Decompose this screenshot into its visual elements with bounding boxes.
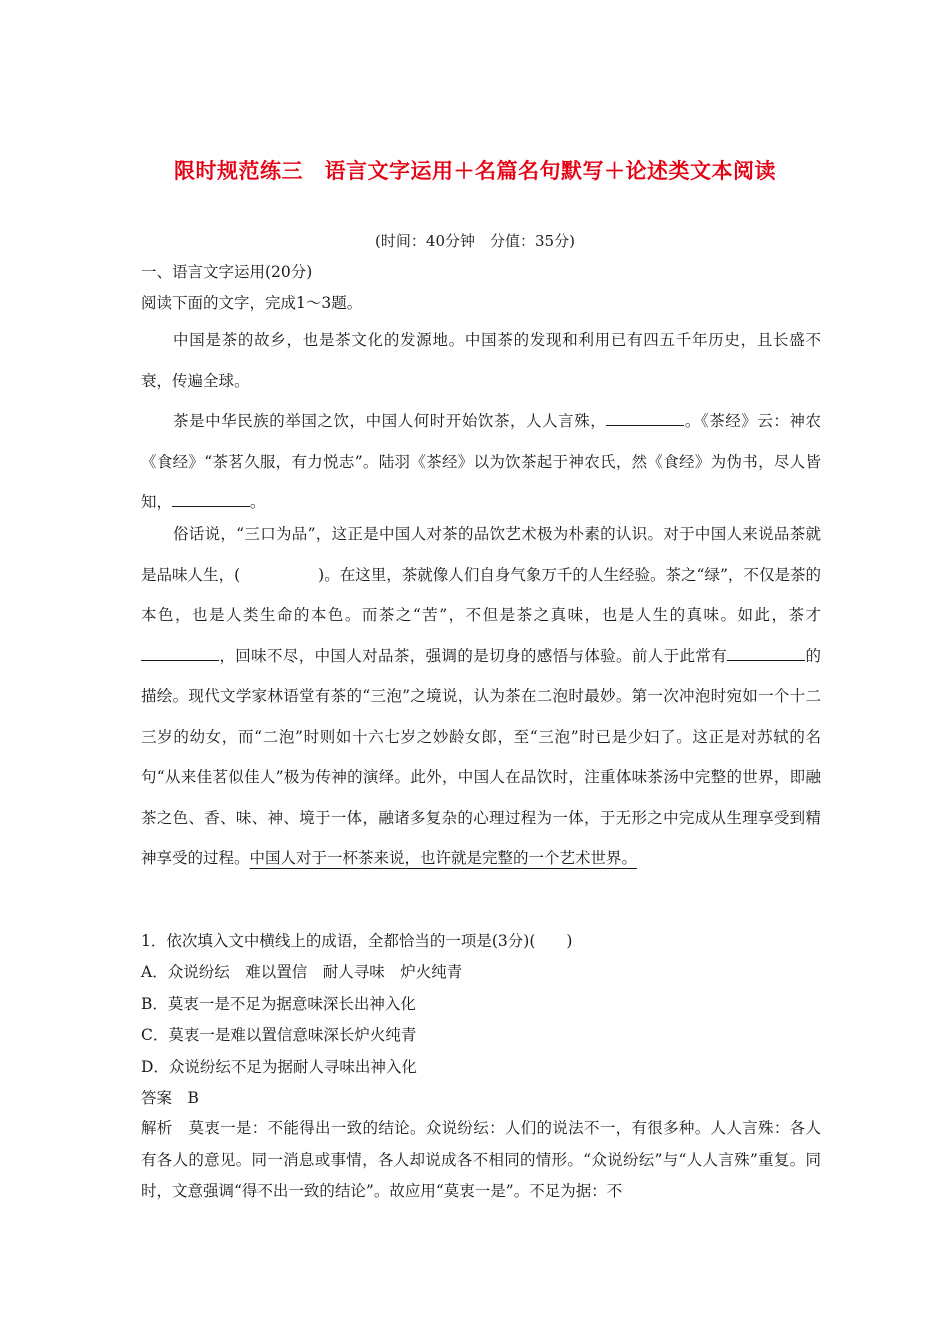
paragraph-2-part-b: 。《茶经》云：神农《食经》“茶茗久服，有力悦志”。陆羽《茶经》以为饮茶起于神农氏，然《食经》为伪书，尽人皆知， [141, 412, 821, 511]
paragraph-3-part-a: 俗话说，“三口为品”，这正是中国人对茶的品饮艺术极为朴素的认识。对于中国人来说品茶就是品味人生，( [141, 525, 821, 584]
fill-blank [606, 411, 684, 426]
question-1: 1．依次填入文中横线上的成语，全都恰当的一项是(3分)( ) [141, 932, 573, 950]
option-b: B．莫衷一是不足为据意味深长出神入化 [141, 995, 416, 1013]
option-c: C．莫衷一是难以置信意味深长炉火纯青 [141, 1026, 417, 1044]
reading-instruction: 阅读下面的文字，完成1～3题。 [141, 294, 363, 312]
paragraph-3 [141, 514, 821, 879]
analysis: 解析 莫衷一是：不能得出一致的结论。众说纷纭：人们的说法不一，有很多种。人人言殊：各人有各人的意见。同一消息或事情，各人却说成各不相同的情形。“众说纷纭”与“人人言殊”重复。同时，文意强调“得不出一致的结论”。故应用“莫衷一是”。不足为据：不 [141, 1119, 821, 1200]
option-a: A．众说纷纭 难以置信 耐人寻味 炉火纯青 [141, 963, 463, 981]
section-heading: 一、语言文字运用(20分) [141, 263, 313, 281]
page-title: 限时规范练三 语言文字运用＋名篇名句默写＋论述类文本阅读 [174, 159, 776, 183]
option-d: D．众说纷纭不足为据耐人寻味出神入化 [141, 1058, 417, 1076]
paragraph-3-part-d: 的描绘。现代文学家林语堂有茶的“三泡”之境说，认为茶在二泡时最妙。第一次冲泡时宛如一个十二三岁的幼女，而“二泡”时则如十六七岁之妙龄女郎，至“三泡”时已是少妇了。这正是对苏轼的名句“从来佳茗似佳人”极为传神的演绎。此外，中国人在品饮时，注重体味茶汤中完整的世界，即融茶之色、香、味、神、境于一体，融诸多复杂的心理过程为一体，于无形之中完成从生理享受到精神享受的过程。 [141, 646, 821, 867]
time-score-info: (时间：40分钟 分值：35分) [375, 232, 575, 250]
paragraph-2-part-a: 茶是中华民族的举国之饮，中国人何时开始饮茶，人人言殊， [173, 412, 607, 430]
paragraph-3-part-b: )。在这里，茶就像人们自身气象万千的人生经验。茶之“绿”，不仅是茶的本色，也是人类生命的本色。而茶之“苦”，不但是茶之真味，也是人生的真味。如此，茶才 [141, 565, 821, 624]
underlined-sentence: 中国人对于一杯茶来说，也许就是完整的一个艺术世界。 [249, 849, 638, 867]
answer: 答案 B [141, 1089, 199, 1107]
paragraph-3-part-c: ，回味不尽，中国人对品茶，强调的是切身的感悟与体验。前人于此常有 [219, 646, 728, 665]
paragraph-2-part-c: 。 [250, 493, 266, 511]
paragraph-2 [141, 401, 821, 523]
paragraph-1: 中国是茶的故乡，也是茶文化的发源地。中国茶的发现和利用已有四五千年历史，且长盛不衰，传遍全球。 [141, 331, 821, 390]
fill-blank [727, 646, 805, 661]
fill-blank [172, 492, 250, 507]
fill-blank [141, 646, 219, 661]
